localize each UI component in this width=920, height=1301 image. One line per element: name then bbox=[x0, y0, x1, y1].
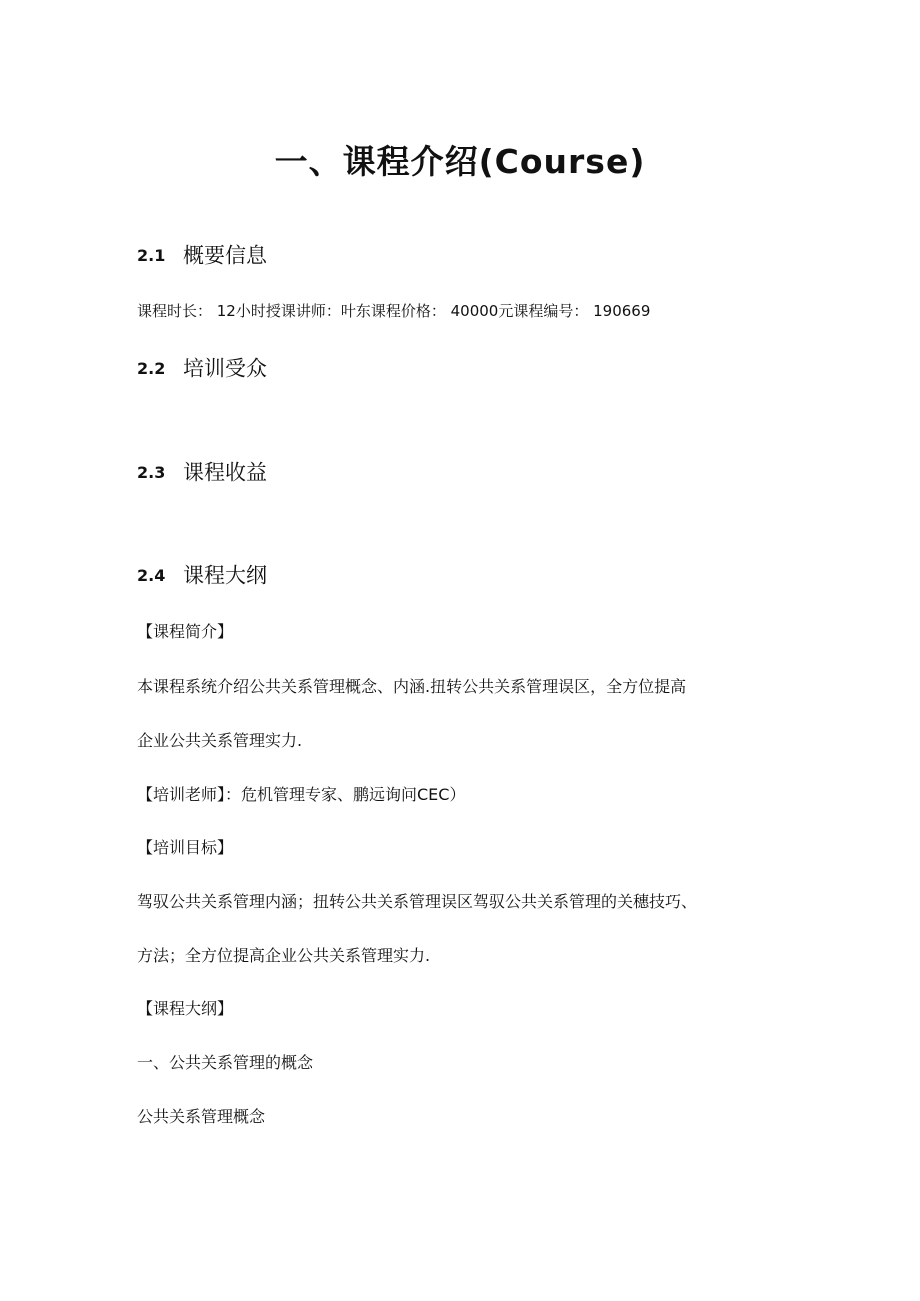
section-title: 课程大纲 bbox=[183, 563, 267, 588]
summary-info-line: 课程时长： 12小时授课讲师：叶东课程价格： 40000元课程编号： 190669 bbox=[137, 302, 651, 320]
intro-paragraph-line-1: 本课程系统介绍公共关系管理概念、内涵.扭转公共关系管理误区，全方位提高 bbox=[137, 677, 687, 696]
section-heading-2-4 bbox=[137, 559, 267, 591]
teacher-line: 【培训老师】：危机管理专家、鹏远询问CEC） bbox=[137, 785, 466, 804]
goal-paragraph-line-2: 方法；全方位提高企业公共关系管理实力. bbox=[137, 946, 431, 965]
section-number: 2.2 bbox=[137, 358, 166, 378]
section-number: 2.4 bbox=[137, 565, 166, 585]
goal-label: 【培训目标】 bbox=[137, 838, 234, 857]
section-number: 2.1 bbox=[137, 245, 166, 265]
section-heading-2-2 bbox=[137, 352, 267, 384]
outline-label: 【课程大纲】 bbox=[137, 999, 234, 1018]
outline-item-2: 公共关系管理概念 bbox=[137, 1107, 266, 1126]
section-title: 课程收益 bbox=[183, 460, 267, 485]
outline-item-1: 一、公共关系管理的概念 bbox=[137, 1053, 314, 1072]
section-heading-2-1 bbox=[137, 239, 267, 271]
goal-paragraph-line-1: 驾驭公共关系管理内涵；扭转公共关系管理误区驾驭公共关系管理的关穗技巧、 bbox=[137, 892, 698, 911]
intro-label: 【课程简介】 bbox=[137, 622, 234, 641]
section-heading-2-3 bbox=[137, 456, 267, 488]
section-number: 2.3 bbox=[137, 462, 166, 482]
section-title: 培训受众 bbox=[183, 356, 267, 381]
intro-paragraph-line-2: 企业公共关系管理实力. bbox=[137, 731, 303, 750]
document-title: 一、课程介绍(Course) bbox=[274, 142, 646, 181]
section-title: 概要信息 bbox=[183, 243, 267, 268]
